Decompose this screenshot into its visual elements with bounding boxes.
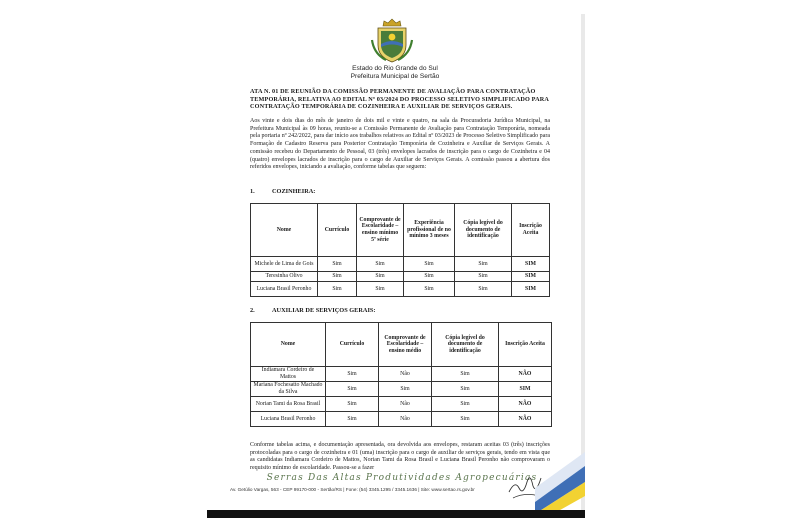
municipal-coat-of-arms [370,18,414,64]
section-1-number: 1. [250,188,255,195]
experience-cell: Sim [404,257,455,272]
accepted-cell: SIM [512,282,550,297]
header-id-copy: Cópia legível do documento de identificação [455,204,512,257]
curriculum-cell: Sim [326,382,379,397]
accepted-cell: SIM [499,382,552,397]
section-1-heading [250,188,315,195]
accepted-cell: SIM [512,272,550,282]
section-1-title: COZINHEIRA: [272,188,316,195]
table-header-row [251,323,552,367]
accepted-cell: NÃO [499,397,552,412]
accepted-cell: NÃO [499,367,552,382]
footer-address: Av. Getúlio Vargas, 563 - CEP 99170-000 - Sertão/RS | Fone: (54) 3345.1295 / 3345.1636 | Site: www.sertao.rs.gov.br [230,487,475,492]
curriculum-cell: Sim [318,257,357,272]
table-row [251,412,552,427]
curriculum-cell: Sim [326,412,379,427]
slogan-watermark: Serras Das Altas Produtividades Agropecuárias [266,473,538,483]
footer-color-stripes [535,452,585,514]
id-copy-cell: Sim [432,382,499,397]
table-row [251,282,550,297]
table-row [251,257,550,272]
header-schooling: Comprovante de Escolaridade – ensino médio [379,323,432,367]
schooling-cell: Sim [357,282,404,297]
section-2-heading [250,307,376,314]
curriculum-cell: Sim [326,367,379,382]
header-accepted: Inscrição Aceita [499,323,552,367]
header-name: Nome [251,323,326,367]
table-row [251,272,550,282]
experience-cell: Sim [404,282,455,297]
section-2-title: AUXILIAR DE SERVIÇOS GERAIS: [272,307,376,314]
section-2-number: 2. [250,307,255,314]
id-copy-cell: Sim [455,257,512,272]
curriculum-cell: Sim [326,397,379,412]
schooling-cell: Não [379,367,432,382]
candidate-name: Teresinha Olivo [251,272,318,282]
auxiliar-table [250,322,552,427]
experience-cell: Sim [404,272,455,282]
id-copy-cell: Sim [455,282,512,297]
header-curriculum: Currículo [326,323,379,367]
schooling-cell: Não [379,412,432,427]
header-name: Nome [251,204,318,257]
schooling-cell: Sim [379,382,432,397]
schooling-cell: Sim [357,257,404,272]
closing-paragraph: Conforme tabelas acima, e documentação apresentada, ora devolvida aos envelopes, restaram aceitas 03 (três) inscrições protocoladas para o cargo de cozinheira e 01 (uma) inscrição para o cargo de auxiliar de serviços gerais, tendo em vista que as candidatas Indiamara Cordeiro de Mattos, Norian Tami da Rosa Brasil e Luciana Brasil Peronho não comprovaram o requisito mínimo de escolaridade. Passou-se a fazer [250,442,550,471]
state-name: Estado do Rio Grande do Sul [352,65,438,72]
table-row [251,367,552,382]
id-copy-cell: Sim [432,397,499,412]
cozinheira-table [250,203,550,297]
scan-bottom-edge [207,510,585,518]
header-id-copy: Cópia legível do documento de identificação [432,323,499,367]
document-title: ATA N. 01 DE REUNIÃO DA COMISSÃO PERMANENTE DE AVALIAÇÃO PARA CONTRATAÇÃO TEMPORÁRIA, RELATIVA AO EDITAL Nº 03/2024 DO PROCESSO SELETIVO SIMPLIFICADO PARA CONTRATAÇÃO TEMPORÁRIA DE COZINHEIRA E AUXILIAR DE SERVIÇOS GERAIS. [250,88,549,111]
header-experience: Experiência profissional de no mínimo 3 meses [404,204,455,257]
header-curriculum: Currículo [318,204,357,257]
candidate-name: Luciana Brasil Peronho [251,412,326,427]
header-accepted: Inscrição Aceita [512,204,550,257]
table-header-row [251,204,550,257]
intro-paragraph: Aos vinte e dois dias do mês de janeiro de dois mil e vinte e quatro, na sala da Procuradoria Jurídica Municipal, na Prefeitura Municipal às 09 horas, reuniu-se a Comissão Permanente de Avaliação para Contratação Temporária, nomeada pela portaria nº 242/2022, para dar início aos trabalhos relativos ao Edital nº 03/2023 de Processo Seletivo Simplificado para Formação de Cadastro Reserva para Posterior Contratação Temporária de Cozinheira e Auxiliar de Serviços Gerais. A comissão recebeu do Departamento de Pessoal, 03 (três) envelopes lacrados de inscrição para o cargo de Cozinheira e 04 (quatro) envelopes lacrados de inscrição para o cargo de Auxiliar de Serviços Gerais. A comissão passou a abertura dos referidos envelopes, iniciando a avaliação, conforme tabelas que seguem: [250,118,550,171]
accepted-cell: SIM [512,257,550,272]
page-edge-shadow [581,14,585,514]
schooling-cell: Não [379,397,432,412]
candidate-name: Norian Tami da Rosa Brasil [251,397,326,412]
table-row [251,397,552,412]
header-schooling: Comprovante de Escolaridade – ensino mínimo 5ª série [357,204,404,257]
id-copy-cell: Sim [432,367,499,382]
candidate-name: Indiamara Cordeiro de Mattos [251,367,326,382]
id-copy-cell: Sim [455,272,512,282]
accepted-cell: NÃO [499,412,552,427]
prefecture-name: Prefeitura Municipal de Sertão [350,73,440,80]
curriculum-cell: Sim [318,272,357,282]
candidate-name: Michele de Lima de Gois [251,257,318,272]
candidate-name: Mariana Fochesatto Machado da Silva [251,382,326,397]
id-copy-cell: Sim [432,412,499,427]
table-row [251,382,552,397]
schooling-cell: Sim [357,272,404,282]
candidate-name: Luciana Brasil Peronho [251,282,318,297]
curriculum-cell: Sim [318,282,357,297]
